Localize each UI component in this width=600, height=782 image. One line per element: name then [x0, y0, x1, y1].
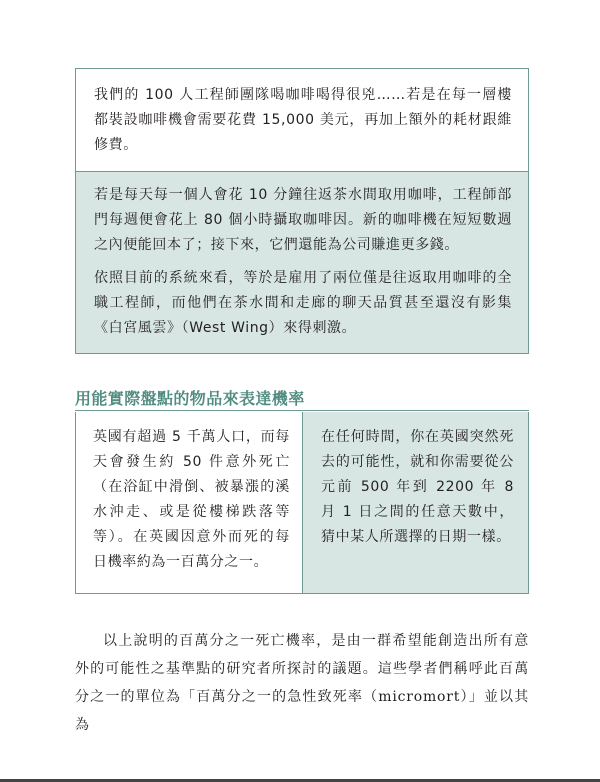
- example-callout-box: [75, 68, 529, 354]
- comparison-left-text: 英國有超過 5 千萬人口，而每天會發生約 50 件意外死亡（在浴缸中滑倒、被暴漲的溪水沖走、或是從樓梯跌落等等）。在英國因意外而死的每日機率約為一百萬分之一。: [93, 429, 290, 570]
- comparison-right-text: 在任何時間，你在英國突然死去的可能性，就和你需要從公元前 500 年到 2200 年 8 月 1 日之間的任意天數中，猜中某人所選擇的日期一樣。: [321, 429, 514, 545]
- comparison-box: [75, 412, 529, 594]
- callout-bottom-panel: [76, 172, 528, 353]
- callout-paragraph-2: 依照目前的系統來看，等於是雇用了兩位僅是往返取用咖啡的全職工程師，而他們在茶水間和走廊的聊天品質甚至還沒有影集《白宮風雲》（West Wing）來得刺激。: [94, 270, 512, 336]
- heading-divider: [75, 410, 529, 411]
- callout-paragraph-1: 若是每天每一個人會花 10 分鐘往返茶水間取用咖啡，工程師部門每週便會花上 80 個小時攝取咖啡因。新的咖啡機在短短數週之內便能回本了；接下來，它們還能為公司賺進更多錢。: [94, 187, 512, 253]
- section-heading: 用能實際盤點的物品來表達機率: [75, 389, 305, 408]
- comparison-right-column: [303, 412, 528, 593]
- body-paragraph: 以上說明的百萬分之一死亡機率，是由一群希望能創造出所有意外的可能性之基準點的研究者所探討的議題。這些學者們稱呼此百萬分之一的單位為「百萬分之一的急性致死率（micromort）」並以其為: [75, 633, 529, 733]
- callout-top-text: 我們的 100 人工程師團隊喝咖啡喝得很兇……若是在每一層樓都裝設咖啡機會需要花費 15,000 美元，再加上額外的耗材跟維修費。: [94, 87, 512, 153]
- comparison-left-column: [76, 412, 303, 593]
- callout-top-panel: [76, 69, 528, 172]
